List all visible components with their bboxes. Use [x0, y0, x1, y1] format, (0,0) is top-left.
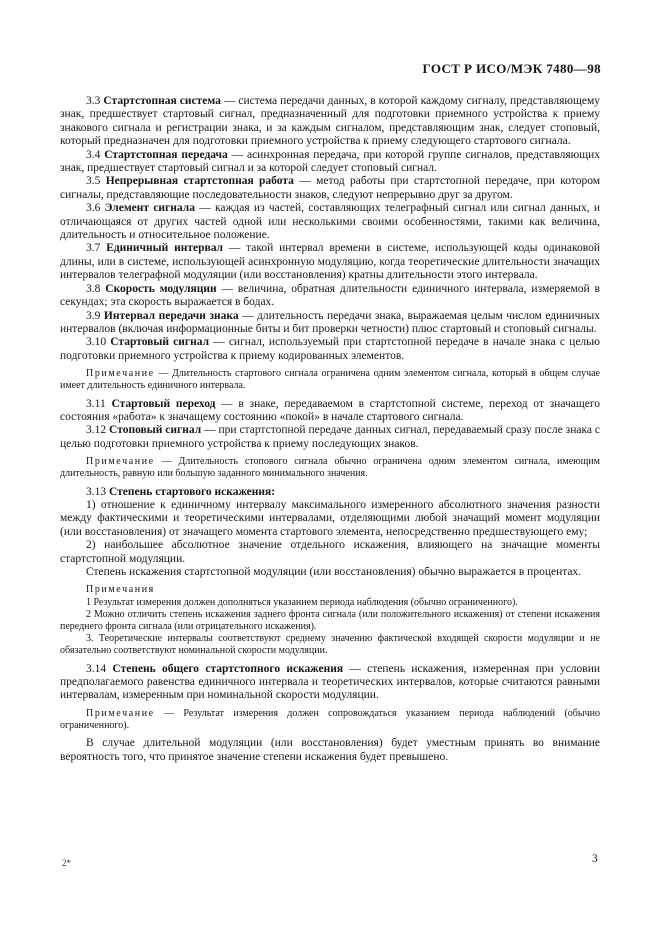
term-number: 3.6	[86, 202, 101, 215]
term-3-9	[60, 310, 600, 337]
note-label: Примечание	[86, 456, 155, 468]
term-3-11	[60, 398, 600, 425]
page-number: 3	[592, 853, 598, 865]
document-title: ГОСТ Р ИСО/МЭК 7480—98	[422, 61, 601, 76]
term-definition: — система передачи данных, в которой каждому сигналу, представляющему знак, предшествует стартовый сигнал, предназначенный для подготовки приемного устройства к приему знакового сигнала и регистрации знака, и за каждым сигналом, представляющим знак, следует стоповый, который предназначен для подготовки приемного устройства к приему следующего стартового сигнала.	[60, 95, 600, 148]
term-name: Стартстопная передача	[104, 148, 228, 161]
term-number: 3.9	[86, 309, 101, 322]
term-definition: — каждая из частей, составляющих телеграфный сигнал или сигнал данных, и отличающаяся от других частей одной или несколькими своими особенностями, такими как величина, длительность и относительное положение.	[60, 202, 600, 242]
term-name: Степень общего стартстопного искажения	[112, 662, 344, 675]
note-after-3-14	[60, 708, 600, 732]
term-definition: — степень искажения, измеренная при условии предполагаемого равенства единичного интервала и теоретических интервалов, которые считаются равными интервалам, измеренным при номинальной скорости модуляции.	[60, 662, 601, 702]
term-number: 3.14	[86, 662, 107, 675]
term-number: 3.4	[86, 148, 101, 161]
term-number: 3.13	[86, 485, 107, 498]
term-definition: — такой интервал времени в системе, использующей коды одинаковой длины, или в системе, использующей асинхронную модуляцию, когда теоретические длительности значащих интервалов телеграфной модуляции (или восстановления) кратны длительности этого интервала.	[60, 242, 600, 282]
term-definition: — асинхронная передача, при которой группе сигналов, представляющих знак, предшествует стартовый сигнал и за которой следует стоповый сигнал.	[60, 148, 600, 175]
term-definition: — в знаке, передаваемом в стартстопной системе, переход от значащего состояния «работа» к значащему состоянию «покой» в начале стартового сигнала.	[60, 397, 601, 423]
closing-paragraph: В случае длительной модуляции (или восстановления) будет уместным принять во внимание вероятность того, что принятое значение степени искажения будет превышено.	[60, 737, 600, 763]
term-3-14	[60, 663, 600, 703]
note-after-3-10	[60, 368, 600, 392]
term-name: Интервал передачи знака	[103, 309, 239, 322]
term-3-10	[60, 336, 600, 363]
term-number: 3.10	[86, 336, 107, 349]
list-item-1: 1) отношение к единичному интервалу максимального измеренного абсолютного значения разности между фактическими и теоретическими интервалами, отделяющими любой значащий момент модуляции (или восстановления) от значащего момента стартового элемента, непосредственно предшествующего ему;	[60, 498, 600, 538]
term-number: 3.5	[86, 175, 101, 188]
term-number: 3.8	[86, 282, 101, 295]
notes-item-1: 1 Результат измерения должен дополняться указанием периода наблюдения (обычно ограниченного).	[86, 596, 518, 608]
document-body	[60, 95, 600, 764]
term-definition: — длительность передачи знака, выражаемая целым числом единичных интервалов (включая информационные биты и бит проверки четности) плюс стартовый и стоповый сигналы.	[60, 309, 601, 335]
term-number: 3.12	[86, 424, 107, 437]
term-name: Непрерывная стартстопная работа	[105, 175, 294, 188]
term-number: 3.3	[86, 95, 101, 107]
term-name: Степень стартового искажения:	[109, 485, 276, 498]
term-3-4	[60, 149, 600, 176]
print-signature-mark: 2*	[62, 858, 71, 868]
term-3-8	[60, 283, 600, 310]
term-name: Стартовый сигнал	[110, 336, 210, 349]
paragraph-degree-percent: Степень искажения стартстопной модуляции (или восстановления) обычно выражается в процентах.	[86, 566, 582, 578]
note-after-3-12	[60, 456, 600, 480]
term-3-7	[60, 242, 600, 282]
term-3-6	[60, 202, 600, 242]
term-3-13	[60, 486, 600, 499]
term-name: Скорость модуляции	[105, 282, 217, 295]
notes-group	[60, 584, 600, 657]
notes-item-2: 2 Можно отличить степень искажения заднего фронта сигнала (или положительного искажения) от степени искажения переднего фронта сигнала (или отрицательного искажения).	[60, 608, 600, 633]
term-name: Единичный интервал	[106, 242, 223, 255]
term-definition: — сигнал, используемый при стартстопной передаче в начале знака с целью подготовки приемного устройства к приему кодированных элементов.	[60, 336, 601, 362]
term-definition: — метод работы при стартстопной передаче, при котором сигналы, представляющие последовательности знаков, следуют непрерывно друг за другом.	[60, 175, 601, 201]
term-3-3	[60, 95, 600, 149]
term-name: Элемент сигнала	[104, 202, 195, 215]
note-text: — Длительность стартового сигнала ограничена одним элементом сигнала, который в общем случае имеет длительность единичного интервала.	[60, 368, 600, 392]
term-3-12	[60, 424, 600, 451]
note-text: — Длительность стопового сигнала обычно ограничена одним элементом сигнала, имеющим длительность, равную или большую заданного минимального значения.	[60, 456, 600, 480]
notes-item-3: 3. Теоретические интервалы соответствуют среднему значению фактической входящей скорости модуляции и не обязательно соответствуют номинальной скорости модуляции.	[60, 633, 600, 657]
term-definition: — при стартстопной передаче данных сигнал, передаваемый сразу после знака с целью подготовки приемного устройства к приему последующих знаков.	[60, 424, 601, 450]
term-name: Стоповый сигнал	[109, 424, 202, 437]
term-definition: — величина, обратная длительности единичного интервала, измеряемой в секундах; эта скорость выражается в бодах.	[60, 282, 600, 309]
note-label: Примечание	[86, 368, 155, 380]
term-name: Стартстопная система	[103, 95, 221, 107]
term-3-5	[60, 175, 600, 202]
list-item-2: 2) наибольшее абсолютное значение отдельного искажения, влияющего на значащие моменты стартстопной модуляции.	[60, 539, 600, 565]
term-name: Стартовый переход	[111, 397, 216, 410]
term-number: 3.11	[86, 397, 106, 410]
note-text: — Результат измерения должен сопровождаться указанием периода наблюдений (обычно ограниченного).	[60, 707, 600, 732]
notes-label: Примечания	[86, 584, 155, 596]
note-label: Примечание	[86, 707, 155, 719]
term-number: 3.7	[86, 242, 101, 255]
